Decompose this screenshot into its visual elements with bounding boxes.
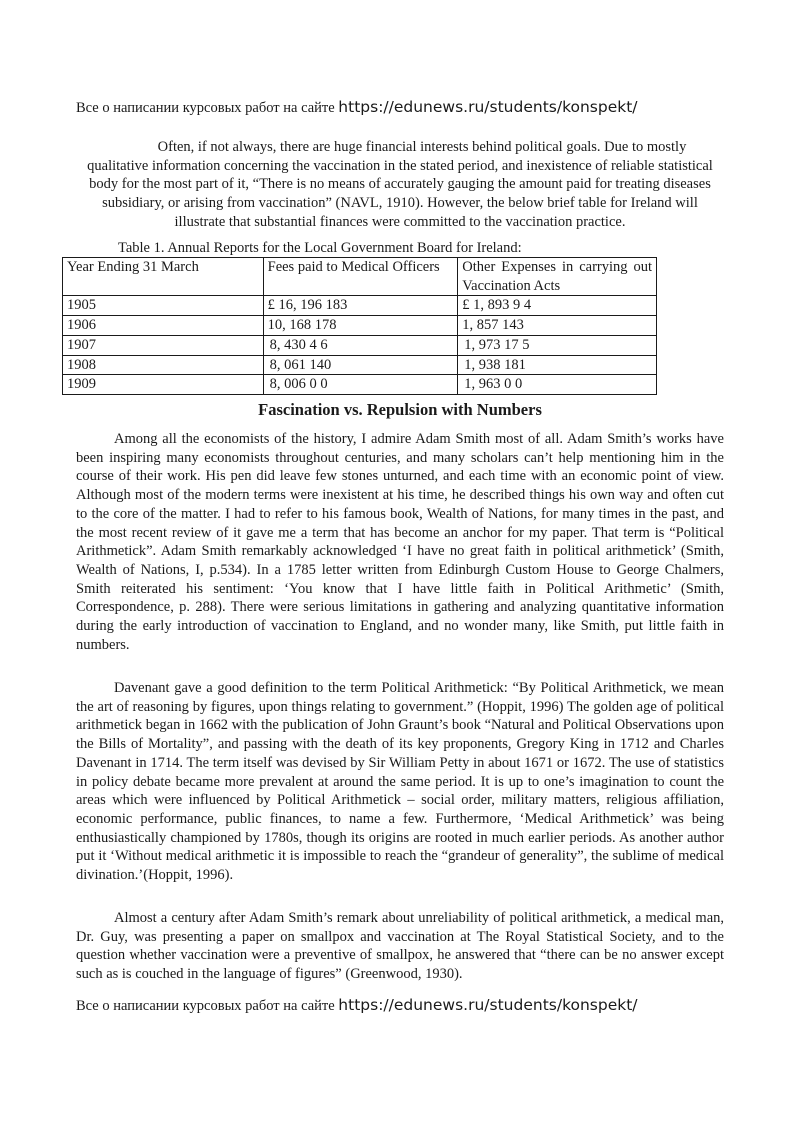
body-paragraph: Among all the economists of the history, I admire Adam Smith most of all. Adam Smith’s works have been inspiring many economists throughout centuries, and many scholars can’t help mentioning him in the course of their work. His pen did leave few stones unturned, and each time with an economic point of view. Although most of the modern terms were inexistent at his time, he described things his own way and often cut to the core of the matter. I had to refer to his famous book, Wealth of Nations, for many times in the past, and the most recent review of it gave me a term that has become an anchor for my paper. That term is “Political Arithmetick”. Adam Smith remarkably acknowledged ‘I have no great faith in political arithmetick’ (Smith, Wealth of Nations, I, p.534). In a 1785 letter written from Edinburgh Custom House to George Chalmers, Smith reiterated his sentiment: ‘You know that I have little faith in Political Arithmetic’ (Smith, Correspondence, p. 288). There were serious limitations in gathering and analyzing quantitative information during the early introduction of vaccination to England, and no wonder many, like Smith, put little faith in numbers. [76,431,724,653]
header-year: Year Ending 31 March [63,258,264,296]
header-other-expenses: Other Expenses in carrying out Vaccination Acts [458,258,657,296]
table-row [63,375,657,395]
cell-year: 1907 [63,335,264,355]
cell-fees: £ 16, 196 183 [263,296,458,316]
header-fees: Fees paid to Medical Officers [263,258,458,296]
cell-other: 1, 963 0 0 [458,375,657,395]
watermark-text: Все о написании курсовых работ на сайте [76,998,339,1014]
table-caption: Table 1. Annual Reports for the Local Government Board for Ireland: [118,240,522,256]
intro-paragraph [76,138,724,232]
cell-fees: 8, 430 4 6 [263,335,458,355]
watermark-link[interactable]: https://edunews.ru/students/konspekt/ [338,996,638,1014]
watermark-bottom [76,995,724,1016]
cell-other: £ 1, 893 9 4 [458,296,657,316]
cell-other: 1, 938 181 [458,355,657,375]
cell-fees: 8, 061 140 [263,355,458,375]
watermark-top [76,97,724,118]
cell-fees: 10, 168 178 [263,316,458,336]
table-row [63,335,657,355]
cell-fees: 8, 006 0 0 [263,375,458,395]
watermark-text: Все о написании курсовых работ на сайте [76,100,339,116]
table-row [63,355,657,375]
section-heading: Fascination vs. Repulsion with Numbers [258,400,542,419]
cell-other: 1, 973 17 5 [458,335,657,355]
cell-other: 1, 857 143 [458,316,657,336]
cell-year: 1906 [63,316,264,336]
body-paragraph: Davenant gave a good definition to the term Political Arithmetick: “By Political Arithmetick, we mean the art of reasoning by figures, upon things relating to government.” (Hoppit, 1996) The golden age of political arithmetick began in 1662 with the publication of John Graunt’s book “Natural and Political Observations upon the Bills of Mortality”, and passing with the death of its key proponents, Gregory King in 1712 and Charles Davenant in 1714. The term itself was devised by Sir William Petty in about 1671 or 1672. The use of statistics in policy debate became more prevalent at around the same period. It is up to one’s imagination to count the areas which were influenced by Political Arithmetick – social order, military matters, religious affiliation, economic performance, public finances, to name a few. Furthermore, ‘Medical Arithmetick’ was being enthusiastically championed by 1780s, though its origins are rooted in much earlier periods. As another author put it ‘Without medical arithmetic it is impossible to reach the “grandeur of generality”, the sublime of medical divination.’(Hoppit, 1996). [76,680,724,884]
cell-year: 1909 [63,375,264,395]
table-row [63,296,657,316]
body-paragraph: Almost a century after Adam Smith’s remark about unreliability of political arithmetick, a medical man, Dr. Guy, was presenting a paper on smallpox and vaccination at The Royal Statistical Society, and to the question whether vaccination were a preventive of smallpox, he answered that “there can be no answer except such as is couched in the language of figures” (Greenwood, 1930). [76,910,724,983]
intro-rest: qualitative information concerning the vaccination in the stated period, and inexistence of reliable statistical body for the most part of it, “There is no means of accurately gauging the amount paid for treating diseases subsidiary, or arising from vaccination” (NAVL, 1910). However, the below brief table for Ireland will illustrate that substantial finances were committed to the vaccination practice. [87,157,713,230]
watermark-link[interactable]: https://edunews.ru/students/konspekt/ [338,98,638,116]
cell-year: 1908 [63,355,264,375]
annual-reports-table [62,257,657,395]
table-row [63,316,657,336]
table-header-row [63,258,657,296]
cell-year: 1905 [63,296,264,316]
intro-first-line: Often, if not always, there are huge financial interests behind political goals. Due to mostly [157,139,687,155]
